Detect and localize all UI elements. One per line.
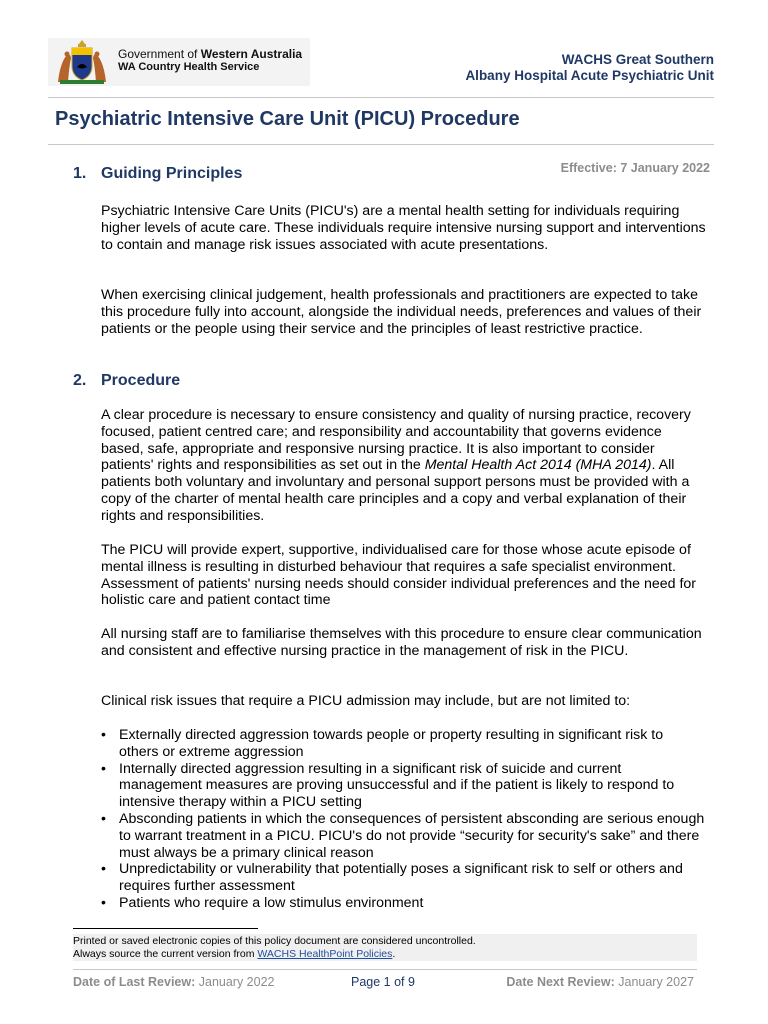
health-service-name: WA Country Health Service: [118, 61, 260, 73]
paragraph: When exercising clinical judgement, health professionals and practitioners are expected to take this procedure fully into account, alongside the individual needs, preferences and values of their patients or the people using their service and the principles of least restrictive practice.: [101, 287, 702, 337]
paragraph: Psychiatric Intensive Care Units (PICU's) are a mental health setting for individuals requiring higher levels of acute care. These individuals require intensive nursing support and interventions to contain and manage risk issues associated with acute presentations.: [101, 203, 706, 253]
footnote-divider: [73, 928, 258, 929]
list-item: • Patients who require a low stimulus environment: [101, 895, 706, 912]
act-reference: Mental Health Act 2014 (MHA 2014): [424, 457, 652, 474]
list-item: • Absconding patients in which the consequences of persistent absconding are serious enough to warrant treatment in a PICU. PICU's do not provide “security for security's sake” and there must always be a primary clinical reason: [101, 811, 706, 861]
paragraph: Clinical risk issues that require a PICU admission may include, but are not limited to:: [101, 693, 631, 709]
uncontrolled-copy-notice: [73, 934, 697, 961]
document-title: Psychiatric Intensive Care Unit (PICU) Procedure: [55, 108, 520, 130]
org-region: WACHS Great Southern: [561, 52, 714, 67]
section-number: 2.: [73, 372, 87, 389]
list-item: • Internally directed aggression resulting in a significant risk of suicide and current management measures are proving unsuccessful and if the patient is likely to respond to intensive therapy within a PICU setting: [101, 761, 706, 811]
risk-issues-list: [101, 727, 706, 912]
paragraph: All nursing staff are to familiarise themselves with this procedure to ensure clear communication and consistent and effective nursing practice in the management of risk in the PICU.: [101, 626, 702, 659]
coat-of-arms-icon: [52, 38, 112, 86]
healthpoint-policies-link[interactable]: WACHS HealthPoint Policies: [257, 947, 393, 960]
section-heading-guiding-principles: [73, 165, 242, 183]
notice-line: Always source the current version from WACHS HealthPoint Policies.: [73, 947, 396, 960]
last-review-date: Date of Last Review: January 2022: [73, 975, 275, 989]
paragraph: A clear procedure is necessary to ensure consistency and quality of nursing practice, recovery focused, patient centred care; and responsibility and accountability that governs evidence based, safe, appropriate and responsive nursing practice. It is also important to consider patients' rights and responsibilities as set out in the Mental Health Act 2014 (MHA 2014). All patients both voluntary and involuntary and personal support persons must be provided with a copy of the charter of mental health care principles and a copy and verbal explanation of their rights and responsibilities.: [101, 407, 691, 524]
page-header: [48, 36, 714, 98]
paragraph: The PICU will provide expert, supportive, individualised care for those whose acute episode of mental illness is resulting in disturbed behaviour that requires a safe specialist environment. Assessment of patients' nursing needs should consider individual preferences and the need for holistic care and patient contact time: [101, 542, 697, 609]
org-unit: Albany Hospital Acute Psychiatric Unit: [465, 68, 714, 83]
section-heading-procedure: [73, 372, 180, 390]
effective-date: Effective: 7 January 2022: [560, 161, 710, 175]
footer-divider: [73, 969, 697, 970]
notice-line: Printed or saved electronic copies of this policy document are considered uncontrolled.: [73, 935, 476, 947]
wa-government-logo: [48, 38, 310, 86]
title-divider: [48, 144, 714, 145]
section-title: Procedure: [101, 372, 181, 389]
government-name: Government of Western Australia: [118, 47, 303, 61]
organisation-block: [465, 52, 714, 84]
list-item: • Externally directed aggression towards people or property resulting in significant risk to others or extreme aggression: [101, 727, 706, 761]
next-review-date: Date Next Review: January 2027: [506, 975, 694, 989]
list-item: • Unpredictability or vulnerability that potentially poses a significant risk to self or others and requires further assessment: [101, 861, 706, 895]
section-number: 1.: [73, 165, 87, 182]
page-number: Page 1 of 9: [351, 975, 415, 989]
section-title: Guiding Principles: [101, 165, 243, 182]
